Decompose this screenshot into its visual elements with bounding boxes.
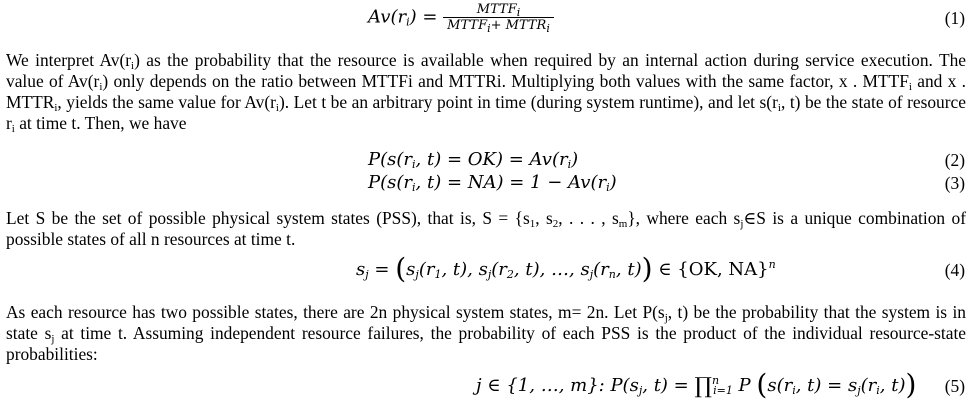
equation-4-number: (4) — [944, 260, 965, 280]
equation-4-body: $s_j = (s_j(r_1$, t), $s_j(r_2$, t), …, $s_j(r_n$, t)) ∈ {OK, NA}$^n$ — [356, 252, 776, 285]
equation-1-numerator: $MTTF_i$ — [443, 2, 554, 18]
equation-3-body: $P(s(r_i$, $t) = NA) = 1 - Av(r_i)$ — [368, 172, 617, 194]
equation-2 — [0, 148, 974, 172]
equation-2-number: (2) — [944, 150, 965, 170]
paragraph-1: We interpret $Av(r_i)$ as the probability that the resource is available when required by an internal action during service execution. The value of $Av(r_i)$ only depends on the ratio between MTTFi and MTTRi. Multiplying both values with the same factor, x . $MTTF_i$ and x . $MTTR_i$, yields the same value for $Av(r_i)$. Let t be an arbitrary point in time (during system runtime), and let $s(r_i$, t) be the state of resource $r_i$ at time t. Then, we have — [6, 50, 966, 135]
equation-1-body: $Av(r_i)$ = $\frac{MTTF_i}{MTTF_i+ MTTR_i}$ — [368, 2, 554, 33]
equation-5-number: (5) — [944, 376, 965, 396]
equation-2-body: $P(s(r_i$, $t) = OK) = Av(r_i)$ — [368, 149, 579, 171]
equation-3-number: (3) — [944, 173, 965, 193]
equation-1-fraction — [443, 2, 554, 33]
product-symbol: ∏ — [694, 374, 712, 399]
equation-5 — [0, 368, 974, 401]
equation-5-body: j ∈ {1, …, m}: $P(s_j$, t) = ∏$^n_{i=1}$ P ($s(r_i$, $t) = s_j(r_i$, t)) — [476, 368, 917, 401]
equation-1 — [0, 2, 974, 35]
paragraph-3: As each resource has two possible states, there are 2n physical system states, m= 2n. Let $P(s_j$, t) be the probability that the system is in state $s_j$ at time t. Assuming independent resource failures, the probability of each PSS is the product of the individual resource-state probabilities: — [6, 302, 966, 364]
equation-4 — [0, 252, 974, 285]
equation-3 — [0, 171, 974, 195]
equation-1-denominator: $MTTF_i+$ $MTTR_i$ — [447, 18, 550, 35]
equation-1-number: (1) — [944, 8, 965, 28]
paragraph-2: Let S be the set of possible physical system states (PSS), that is, $S = \{s_1$, $s_2$, . . . , $s_m$}, where each $s_j\in S$ is a unique combination of possible states of all n resources at time t. — [6, 208, 966, 249]
